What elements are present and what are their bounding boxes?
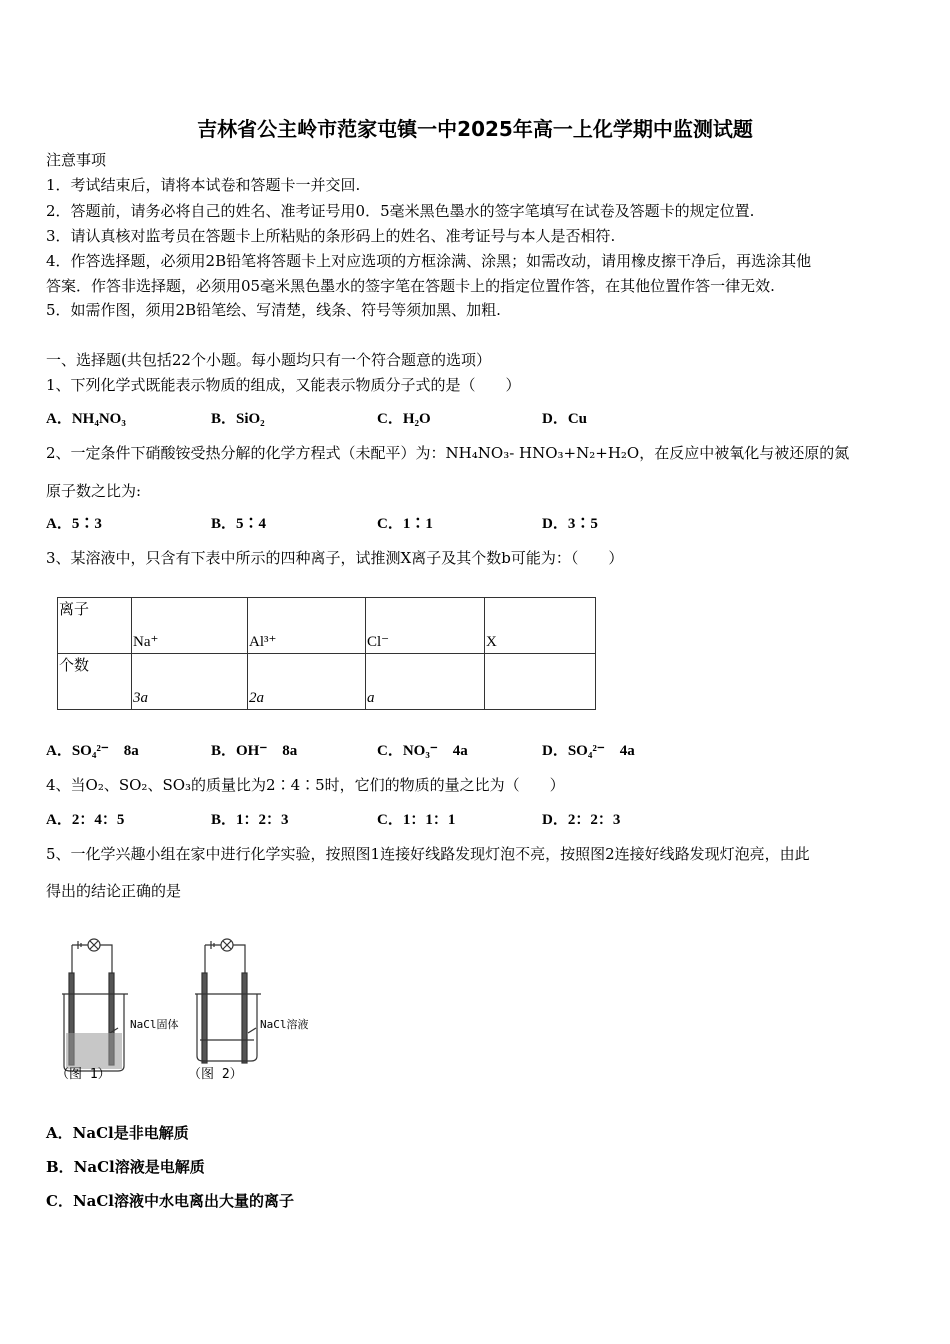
q2-option-d[interactable]: D．3∶5 <box>542 516 598 532</box>
table-cell: a <box>367 690 375 706</box>
question-4-stem: 4、当O₂、SO₂、SO₃的质量比为2∶4∶5时，它们的物质的量之比为（ ） <box>46 776 565 794</box>
nacl-solid <box>66 1033 122 1069</box>
table-cell: 2a <box>249 690 264 706</box>
figure-caption-2: （图 2） <box>188 1067 243 1082</box>
figure-label-nacl-solution: NaCl溶液 <box>260 1018 309 1031</box>
table-cell: Al³⁺ <box>249 634 277 650</box>
figure-caption-1: （图 1） <box>56 1067 111 1082</box>
figure-label-nacl-solid: NaCl固体 <box>130 1018 179 1031</box>
question-2-stem: 2、一定条件下硝酸铵受热分解的化学方程式（未配平）为：NH₄NO₃- HNO₃+N₂+H₂O，在反应中被氧化与被还原的氮 <box>46 444 850 462</box>
note-item: 3．请认真核对监考员在答题卡上所粘贴的条形码上的姓名、准考证号与本人是否相符. <box>46 227 616 245</box>
question-2-stem-cont: 原子数之比为: <box>46 482 142 500</box>
table-header-cell: 离子 <box>58 598 132 654</box>
q2-option-b[interactable]: B．5∶4 <box>211 516 267 532</box>
q4-option-b[interactable]: B．1：2：3 <box>211 812 289 828</box>
question-5-stem-cont: 得出的结论正确的是 <box>46 882 182 900</box>
table-cell: X <box>486 634 497 650</box>
q5-option-a[interactable]: A．NaCl是非电解质 <box>46 1124 189 1142</box>
page-title: 吉林省公主岭市范家屯镇一中2025年高一上化学期中监测试题 <box>197 117 753 141</box>
q4-option-a[interactable]: A．2：4：5 <box>46 812 125 828</box>
section-heading: 一、选择题(共包括22个小题。每小题均只有一个符合题意的选项） <box>46 351 491 369</box>
table-header-cell: 个数 <box>58 654 132 710</box>
q3-option-d[interactable]: D．SO₄²⁻ 4a <box>542 743 635 759</box>
table-cell: Na⁺ <box>133 634 159 650</box>
q1-option-d[interactable]: D．Cu <box>542 411 588 427</box>
q3-option-b[interactable]: B．OH⁻ 8a <box>211 743 298 759</box>
q1-option-c[interactable]: C．H₂O <box>377 411 431 427</box>
q5-option-c[interactable]: C．NaCl溶液中水电离出大量的离子 <box>46 1192 295 1210</box>
table-cell: 3a <box>133 690 148 706</box>
note-item: 1．考试结束后，请将本试卷和答题卡一并交回. <box>46 176 361 194</box>
q4-option-d[interactable]: D．2：2：3 <box>542 812 621 828</box>
table-cell: Cl⁻ <box>367 634 390 650</box>
ion-table <box>57 597 596 710</box>
note-item: 5．如需作图，须用2B铅笔绘、写清楚，线条、符号等须加黑、加粗. <box>46 301 501 319</box>
q1-option-a[interactable]: A．NH₄NO₃ <box>46 411 126 427</box>
q1-option-b[interactable]: B．SiO₂ <box>211 411 265 427</box>
q5-option-b[interactable]: B．NaCl溶液是电解质 <box>46 1158 205 1176</box>
note-item: 2．答题前，请务必将自己的姓名、准考证号用0．5毫米黑色墨水的签字笔填写在试卷及答题卡的规定位置. <box>46 202 755 220</box>
q2-option-a[interactable]: A．5∶3 <box>46 516 102 532</box>
question-5-stem: 5、一化学兴趣小组在家中进行化学实验，按照图1连接好线路发现灯泡不亮，按照图2连接好线路发现灯泡亮，由此 <box>46 845 810 863</box>
q2-option-c[interactable]: C．1∶1 <box>377 516 433 532</box>
question-1-stem: 1、下列化学式既能表示物质的组成，又能表示物质分子式的是（ ） <box>46 376 521 394</box>
notes-heading: 注意事项 <box>46 151 107 169</box>
figure-2-beaker <box>195 939 261 1063</box>
q3-option-a[interactable]: A．SO₄²⁻ 8a <box>46 743 139 759</box>
note-item: 答案．作答非选择题，必须用05毫米黑色墨水的签字笔在答题卡上的指定位置作答，在其他位置作答一律无效. <box>46 277 775 295</box>
q3-option-c[interactable]: C．NO₃⁻ 4a <box>377 743 468 759</box>
q4-option-c[interactable]: C．1：1：1 <box>377 812 456 828</box>
note-item: 4．作答选择题，必须用2B铅笔将答题卡上对应选项的方框涂满、涂黑；如需改动，请用橡皮擦干净后，再选涂其他 <box>46 252 812 270</box>
circuit-figure <box>50 928 320 1088</box>
question-3-stem: 3、某溶液中，只含有下表中所示的四种离子，试推测X离子及其个数b可能为：（ ） <box>46 549 624 567</box>
